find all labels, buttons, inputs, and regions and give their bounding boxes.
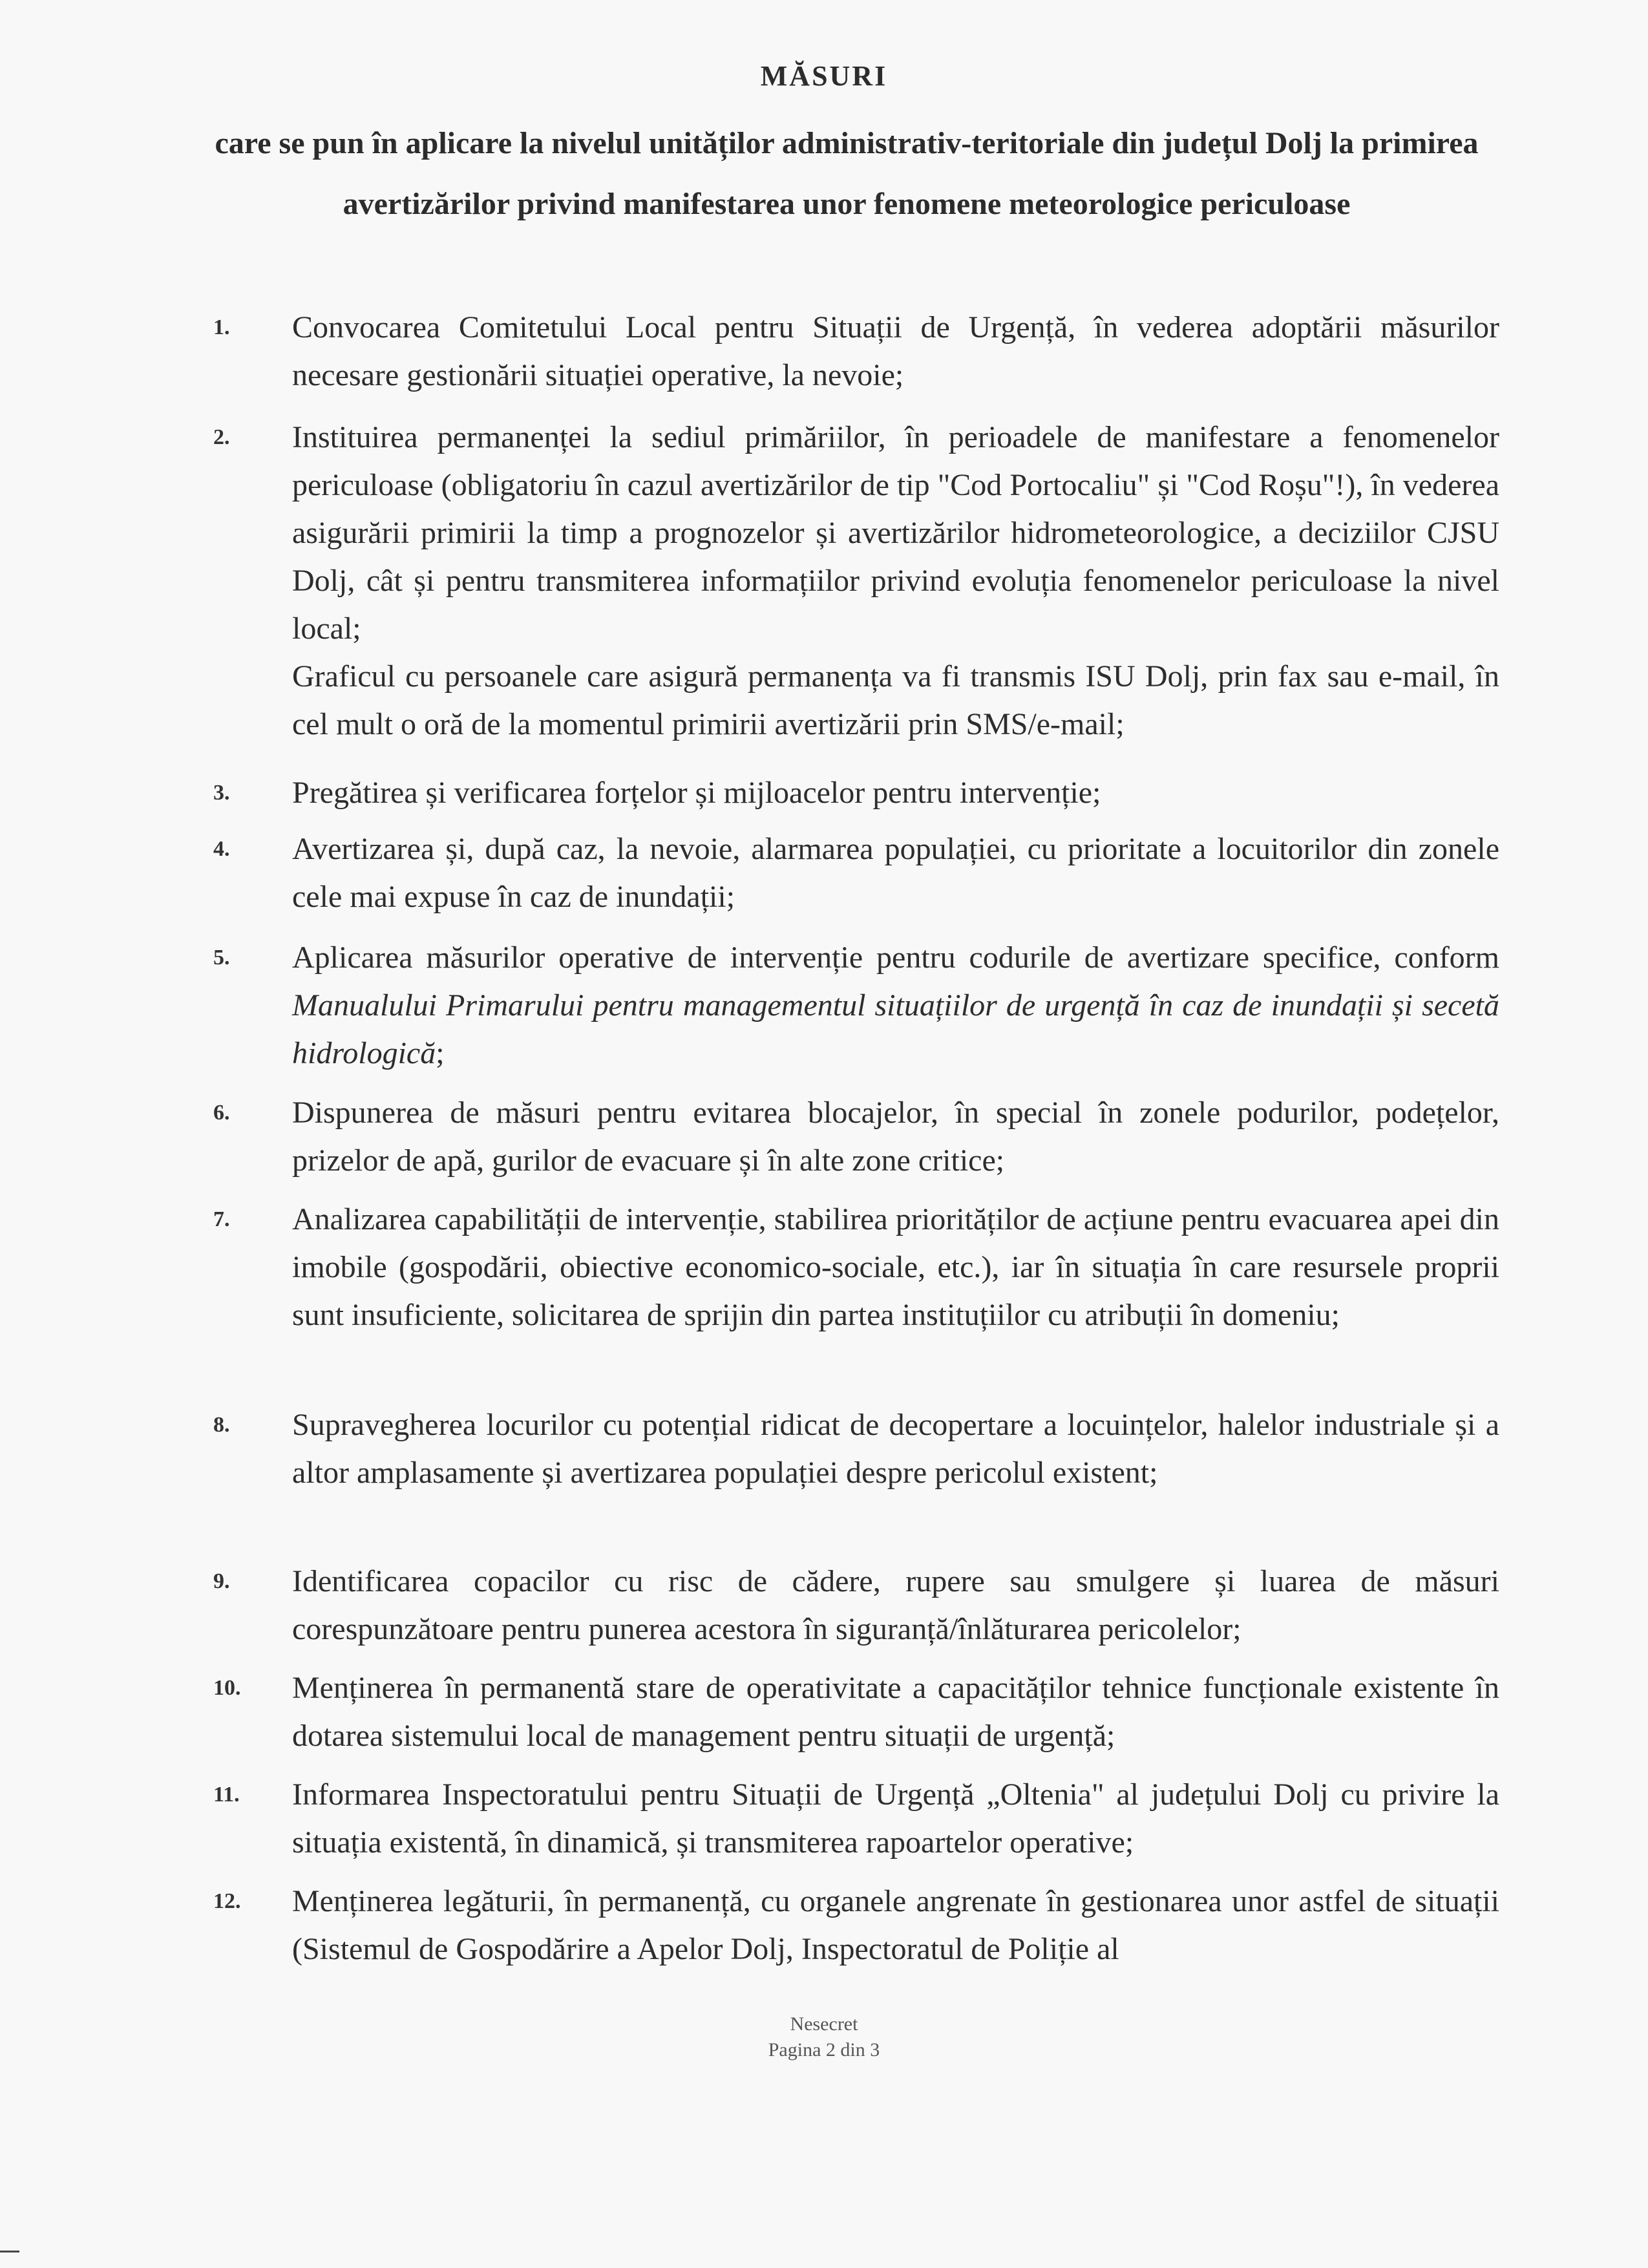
item-number: 4. — [213, 837, 230, 861]
item-text: Analizarea capabilității de intervenție, stabilirea priorităților de acțiune pentru evacuarea apei din imobile (gospodării, obiective economico-sociale, etc.), iar în situația în care resursele proprii sunt insuficiente, solicitarea de sprijin din partea instituțiilor cu atribuții în domeniu; — [292, 1202, 1499, 1332]
item-number: 11. — [213, 1783, 240, 1807]
item-text: Convocarea Comitetului Local pentru Situații de Urgență, în vederea adoptării măsurilor necesare gestionării situației operative, la nevoie; — [292, 310, 1499, 392]
item-text: Avertizarea și, după caz, la nevoie, alarmarea populației, cu prioritate a locuitorilor din zonele cele mai expuse în caz de inundații; — [292, 832, 1499, 914]
item-paragraph: Instituirea permanenței la sediul primăriilor, în perioadele de manifestare a fenomenelor periculoase (obligatoriu în cazul avertizărilor de tip "Cod Portocaliu" și "Cod Roșu"!), în vederea asigurării primirii la timp a prognozelor și avertizărilor hidrometeorologice, a deciziilor CJSU Dolj, cât și pentru transmiterea informațiilor privind evoluția fenomenelor periculoase la nivel local; — [292, 420, 1499, 646]
item-text-plain: ; — [436, 1036, 445, 1070]
page-number: Pagina 2 din 3 — [768, 2039, 880, 2061]
item-text: Supravegherea locurilor cu potențial ridicat de decopertare a locuințelor, halelor industriale și a altor amplasamente și avertizarea populației despre pericolul existent; — [292, 1408, 1499, 1490]
item-number: 10. — [213, 1676, 241, 1700]
item-number: 7. — [213, 1207, 230, 1231]
item-text: Pregătirea și verificarea forțelor și mijloacelor pentru intervenție; — [292, 776, 1101, 810]
item-text-italic: Manualului Primarului pentru managementul situațiilor de urgență în caz de inundații și secetă hidrologică — [292, 988, 1499, 1070]
item-number: 12. — [213, 1889, 241, 1913]
item-number: 6. — [213, 1101, 230, 1125]
item-number: 2. — [213, 425, 230, 449]
item-text-plain: Aplicarea măsurilor operative de intervenție pentru codurile de avertizare specifice, conform — [292, 940, 1499, 975]
item-number: 8. — [213, 1413, 230, 1437]
item-text: Dispunerea de măsuri pentru evitarea blocajelor, în special în zonele podurilor, podețelor, prizelor de apă, gurilor de evacuare și în alte zone critice; — [292, 1096, 1499, 1178]
item-number: 5. — [213, 946, 230, 970]
scan-edge-mark — [0, 2251, 19, 2252]
document-subtitle: care se pun în aplicare la nivelul unităților administrativ-teritoriale din județul Dolj la primirea avertizărilor privind manifestarea unor fenomene meteorologice periculoase — [215, 126, 1479, 221]
item-number: 1. — [213, 315, 230, 339]
document-title: MĂSURI — [760, 60, 888, 92]
item-text: Informarea Inspectoratului pentru Situații de Urgență „Oltenia" al județului Dolj cu privire la situația existentă, în dinamică, și transmiterea rapoartelor operative; — [292, 1777, 1499, 1860]
page-footer — [0, 2011, 1648, 2063]
item-text: Menținerea în permanentă stare de operativitate a capacităților tehnice funcționale existente în dotarea sistemului local de management pentru situații de urgență; — [292, 1671, 1499, 1753]
item-text — [292, 934, 1499, 1077]
item-paragraph: Graficul cu persoanele care asigură permanența va fi transmis ISU Dolj, prin fax sau e-mail, în cel mult o oră de la momentul primirii avertizării prin SMS/e-mail; — [292, 659, 1499, 741]
item-number: 3. — [213, 781, 230, 805]
item-text: Identificarea copacilor cu risc de cădere, rupere sau smulgere și luarea de măsuri corespunzătoare pentru punerea acestora în siguranță/înlăturarea pericolelor; — [292, 1564, 1499, 1646]
classification-label: Nesecret — [790, 2013, 858, 2035]
item-text — [292, 414, 1499, 748]
item-text: Menținerea legăturii, în permanență, cu organele angrenate în gestionarea unor astfel de situații (Sistemul de Gospodărire a Apelor Dolj, Inspectoratul de Poliție al — [292, 1884, 1499, 1966]
item-number: 9. — [213, 1569, 230, 1593]
